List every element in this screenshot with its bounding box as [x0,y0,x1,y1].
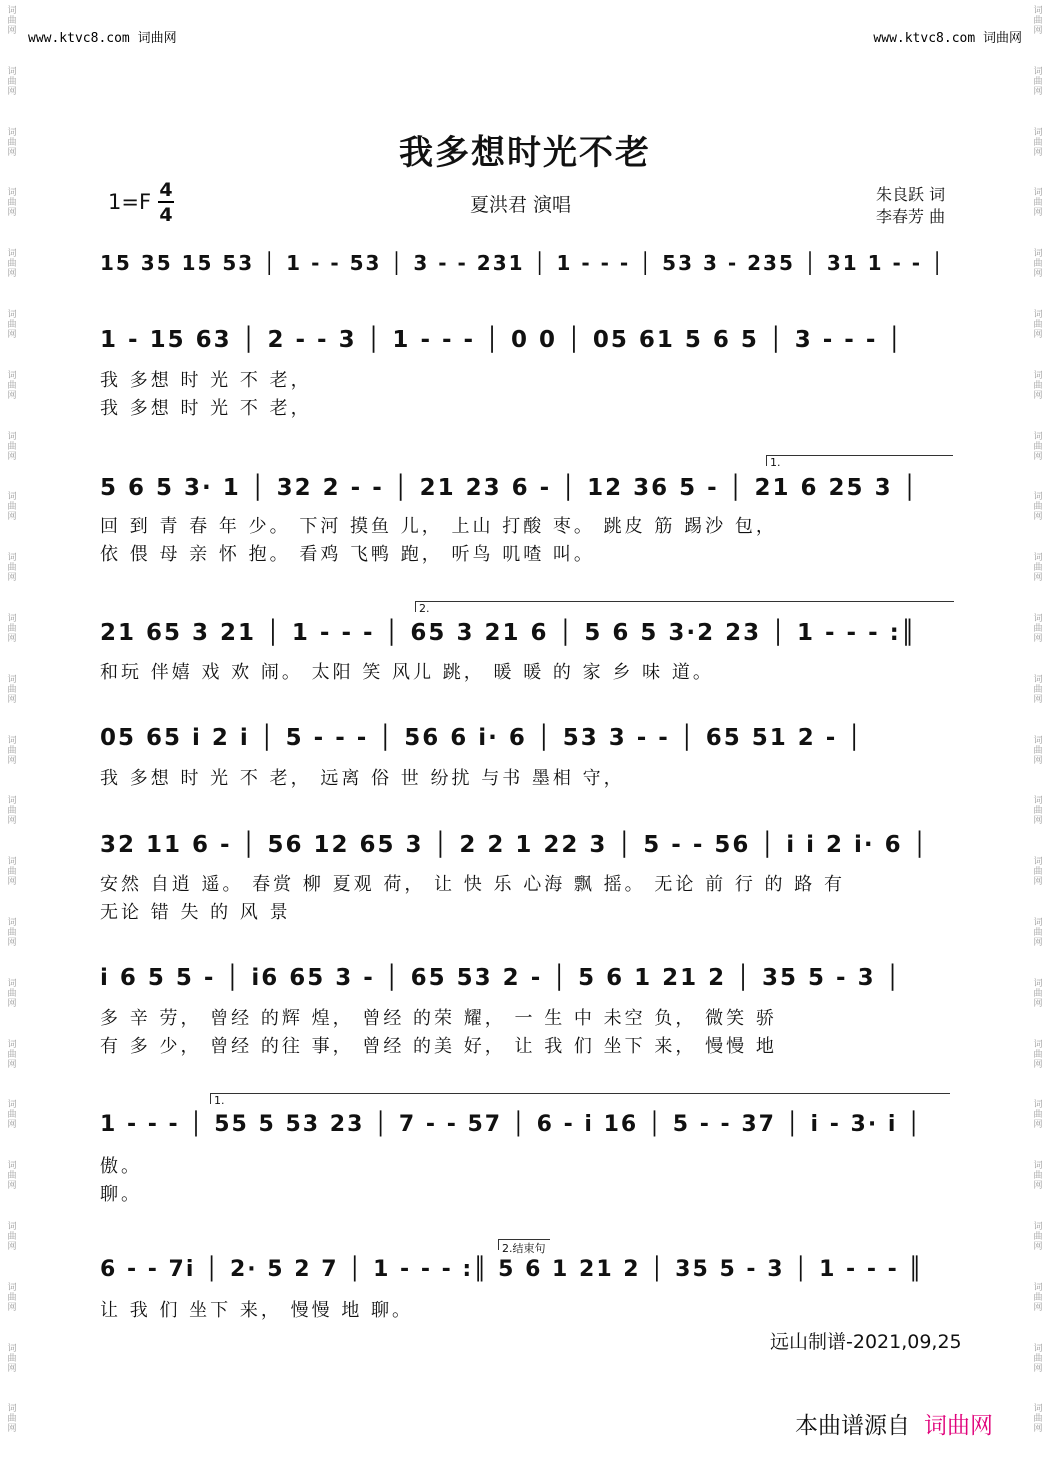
watermark-group [1033,432,1042,493]
watermark-char: 曲 [7,380,17,391]
watermark-group [7,249,16,310]
watermark-group [7,492,16,553]
watermark-char: 网 [7,208,17,219]
watermark-char: 曲 [7,76,17,87]
watermark-char: 曲 [1033,1171,1043,1182]
watermark-char: 网 [7,998,17,1009]
watermark-char: 词 [7,1343,17,1354]
watermark-char: 词 [7,1039,17,1050]
watermark-char: 曲 [7,16,17,26]
watermark-char: 词 [1033,613,1043,624]
volta-bracket: 2.结束句 [498,1239,550,1250]
transcriber-signature: 远山制谱-2021,09,25 [770,1331,962,1353]
score-system [100,1105,950,1145]
watermark-char: 网 [7,329,17,340]
watermark-char: 网 [1033,451,1043,462]
watermark-char: 网 [7,512,17,523]
watermark-char: 曲 [1033,1414,1043,1425]
watermark-char: 网 [7,269,17,280]
watermark-char: 网 [1033,269,1043,280]
watermark-char: 曲 [7,1171,17,1182]
lyric-line: 多 辛 劳， 曾经 的辉 煌， 曾经 的荣 耀， 一 生 中 未空 负， 微笑 骄 [100,1008,777,1029]
watermark-group [7,553,16,614]
watermark-char: 词 [7,978,17,989]
watermark-group [7,736,16,797]
lyric-line: 傲。 [100,1156,142,1177]
watermark-char: 曲 [7,1049,17,1060]
watermark-group [1033,1344,1042,1405]
notation-line: 15 35 15 53 │ 1 - - 53 │ 3 - - 231 │ 1 - - - │ 53 3 - 235 │ 31 1 - - │ [100,251,946,275]
lyric-line: 回 到 青 春 年 少。 下河 摸鱼 儿， 上山 打酸 枣。 跳皮 筋 踢沙 包， [100,516,777,537]
watermark-char: 词 [7,431,17,442]
watermark-char: 曲 [1033,380,1043,391]
watermark-char: 词 [1033,1161,1043,1172]
watermark-char: 曲 [1033,319,1043,330]
watermark-char: 曲 [7,502,17,513]
watermark-group [1033,736,1042,797]
watermark-char: 曲 [1033,806,1043,817]
watermark-char: 曲 [7,441,17,452]
watermark-char: 曲 [1033,1049,1043,1060]
watermark-char: 词 [7,674,17,685]
watermark-group [7,371,16,432]
watermark-char: 曲 [7,988,17,999]
watermark-char: 词 [1033,674,1043,685]
score-system [100,1250,950,1290]
composer-credit: 李春芳 曲 [876,207,946,226]
watermark-char: 词 [7,188,17,199]
watermark-char: 曲 [1033,16,1043,26]
score-system [100,243,950,283]
watermark-char: 曲 [1033,684,1043,695]
watermark-group [7,1161,16,1222]
watermark-group [7,188,16,249]
notation-line: 1 - - - │ 55 5 53 23 │ 7 - - 57 │ 6 - i 16 │ 5 - - 37 │ i - 3· i │ [100,1112,923,1137]
watermark-char: 网 [7,755,17,766]
watermark-char: 词 [1033,492,1043,503]
lyric-line: 和玩 伴嬉 戏 欢 闹。 太阳 笑 风儿 跳， 暖 暖 的 家 乡 味 道。 [100,662,714,683]
watermark-char: 网 [7,573,17,584]
notation-line: 05 65 i 2 i │ 5 - - - │ 56 6 i· 6 │ 53 3 - - │ 65 51 2 - │ [100,725,864,751]
watermark-char: 词 [7,1221,17,1232]
watermark-char: 词 [1033,735,1043,746]
watermark-group [1033,918,1042,979]
watermark-char: 词 [1033,66,1043,77]
watermark-char: 网 [1033,1059,1043,1070]
watermark-char: 曲 [7,319,17,330]
watermark-char: 网 [1033,998,1043,1009]
watermark-char: 词 [7,1161,17,1172]
watermark-char: 曲 [7,1231,17,1242]
watermark-char: 词 [7,309,17,320]
watermark-group [1033,553,1042,614]
watermark-char: 网 [7,86,17,97]
header-watermark-right: www.ktvc8.com 词曲网 [873,31,1022,46]
watermark-char: 词 [1033,1221,1043,1232]
watermark-char: 词 [7,1100,17,1111]
watermark-char: 网 [7,1181,17,1192]
watermark-char: 曲 [7,867,17,878]
watermark-group [1033,857,1042,918]
score-system [100,718,950,758]
watermark-char: 网 [7,633,17,644]
watermark-group [1033,1283,1042,1344]
score-system [100,613,950,653]
notation-line: i 6 5 5 - │ i6 65 3 - │ 65 53 2 - │ 5 6 1 21 2 │ 35 5 - 3 │ [100,965,902,991]
watermark-char: 词 [1033,1404,1043,1415]
watermark-char: 曲 [1033,745,1043,756]
watermark-char: 曲 [1033,259,1043,270]
lyric-line: 无论 错 失 的 风 景 [100,902,291,923]
lyric-line: 有 多 少， 曾经 的往 事， 曾经 的美 好， 让 我 们 坐下 来， 慢慢 地 [100,1036,777,1057]
watermark-char: 网 [1033,937,1043,948]
notation-line: 5 6 5 3· 1 │ 32 2 - - │ 21 23 6 - │ 12 36 5 - │ 21 6 25 3 │ [100,475,919,501]
watermark-char: 曲 [7,259,17,270]
watermark-group [1033,614,1042,675]
watermark-group [1033,979,1042,1040]
watermark-char: 词 [1033,127,1043,138]
watermark-char: 词 [1033,796,1043,807]
watermark-char: 网 [7,1302,17,1313]
score-system [100,958,950,998]
watermark-char: 词 [7,857,17,868]
source-note [795,1407,993,1440]
watermark-char: 词 [1033,553,1043,564]
watermark-char: 网 [1033,86,1043,97]
watermark-char: 曲 [7,137,17,148]
watermark-char: 网 [7,877,17,888]
watermark-char: 曲 [1033,1231,1043,1242]
watermark-char: 网 [1033,1241,1043,1252]
source-label: 本曲谱源自 [795,1413,910,1439]
watermark-char: 曲 [7,1110,17,1121]
watermark-group [7,918,16,979]
score-system [100,825,950,865]
lyric-line: 我 多想 时 光 不 老， 远离 俗 世 纷扰 与书 墨相 守， [100,768,625,789]
watermark-char: 曲 [1033,563,1043,574]
watermark-char: 曲 [1033,988,1043,999]
watermark-group [1033,1040,1042,1101]
header-watermark-left: www.ktvc8.com 词曲网 [28,31,177,46]
watermark-group [7,432,16,493]
watermark-char: 词 [7,735,17,746]
watermark-char: 网 [7,1424,17,1435]
volta-bracket: 1. [210,1093,950,1104]
watermark-char: 网 [1033,208,1043,219]
watermark-char: 网 [1033,1424,1043,1435]
watermark-group [1033,796,1042,857]
watermark-group [1033,188,1042,249]
watermark-char: 词 [1033,370,1043,381]
watermark-char: 曲 [1033,198,1043,209]
watermark-char: 网 [1033,877,1043,888]
notation-line: 1 - 15 63 │ 2 - - 3 │ 1 - - - │ 0 0 │ 05 61 5 6 5 │ 3 - - - │ [100,327,904,353]
watermark-group [1033,1404,1042,1465]
watermark-char: 曲 [1033,1353,1043,1364]
watermark-char: 网 [1033,147,1043,158]
watermark-char: 网 [1033,512,1043,523]
watermark-char: 曲 [1033,502,1043,513]
watermark-char: 网 [1033,1363,1043,1374]
watermark-char: 曲 [7,684,17,695]
song-title: 我多想时光不老 [399,133,651,173]
watermark-char: 词 [1033,6,1043,16]
watermark-char: 词 [7,6,17,16]
watermark-char: 曲 [1033,623,1043,634]
watermark-char: 网 [1033,1120,1043,1131]
watermark-char: 网 [7,390,17,401]
watermark-group [1033,1161,1042,1222]
watermark-group [7,979,16,1040]
watermark-group [7,1040,16,1101]
watermark-char: 网 [7,451,17,462]
watermark-char: 词 [1033,1039,1043,1050]
watermark-char: 网 [1033,390,1043,401]
watermark-char: 网 [7,694,17,705]
lyric-line: 我 多想 时 光 不 老， [100,370,312,391]
watermark-char: 词 [1033,188,1043,199]
watermark-char: 网 [1033,26,1043,36]
watermark-char: 网 [7,937,17,948]
watermark-char: 词 [7,66,17,77]
volta-bracket: 2. [415,601,954,612]
watermark-group [1033,492,1042,553]
watermark-char: 网 [7,816,17,827]
watermark-char: 词 [1033,431,1043,442]
score-system [100,320,950,360]
watermark-char: 网 [1033,633,1043,644]
watermark-char: 词 [7,917,17,928]
watermark-char: 词 [1033,978,1043,989]
watermark-char: 曲 [7,1353,17,1364]
watermark-char: 词 [7,1282,17,1293]
watermark-char: 曲 [7,745,17,756]
watermark-group [7,1100,16,1161]
time-signature-bottom: 4 [159,204,173,226]
watermark-char: 网 [1033,694,1043,705]
watermark-char: 词 [1033,1343,1043,1354]
watermark-char: 曲 [1033,441,1043,452]
watermark-char: 词 [7,796,17,807]
singer-credit: 夏洪君 演唱 [470,194,572,216]
watermark-group [1033,675,1042,736]
lyric-line: 让 我 们 坐下 来， 慢慢 地 聊。 [100,1300,414,1321]
watermark-char: 网 [7,1363,17,1374]
watermark-group [1033,249,1042,310]
watermark-char: 词 [1033,1100,1043,1111]
watermark-char: 网 [1033,816,1043,827]
key-signature: 1=F [108,190,152,214]
watermark-char: 词 [7,127,17,138]
watermark-char: 词 [7,492,17,503]
watermark-group [1033,1222,1042,1283]
watermark-char: 网 [7,26,17,36]
watermark-char: 曲 [7,563,17,574]
watermark-char: 网 [1033,1181,1043,1192]
side-watermark-right [1028,0,1048,1465]
watermark-char: 词 [1033,249,1043,260]
watermark-char: 曲 [7,1292,17,1303]
watermark-group [1033,1100,1042,1161]
watermark-group [7,1344,16,1405]
lyricist-credit: 朱良跃 词 [876,185,946,204]
lyric-line: 依 偎 母 亲 怀 抱。 看鸡 飞鸭 跑， 听鸟 叽喳 叫。 [100,544,595,565]
watermark-char: 曲 [1033,137,1043,148]
watermark-char: 词 [1033,1282,1043,1293]
watermark-group [7,1222,16,1283]
watermark-char: 网 [7,1241,17,1252]
watermark-char: 词 [7,553,17,564]
time-signature [158,180,174,225]
watermark-group [7,310,16,371]
watermark-char: 网 [7,1059,17,1070]
watermark-char: 曲 [7,927,17,938]
watermark-group [7,1283,16,1344]
watermark-char: 曲 [7,623,17,634]
watermark-char: 曲 [1033,867,1043,878]
watermark-char: 网 [1033,755,1043,766]
watermark-char: 词 [1033,857,1043,868]
watermark-group [1033,67,1042,128]
notation-line: 21 65 3 21 │ 1 - - - │ 65 3 21 6 │ 5 6 5 3·2 23 │ 1 - - - :║ [100,620,917,646]
watermark-char: 曲 [7,806,17,817]
watermark-group [7,675,16,736]
watermark-group [7,6,16,67]
time-signature-top: 4 [159,179,173,201]
watermark-char: 网 [7,147,17,158]
watermark-group [7,796,16,857]
watermark-char: 网 [1033,329,1043,340]
score-system [100,468,950,508]
lyric-line: 我 多想 时 光 不 老， [100,398,312,419]
watermark-char: 词 [1033,917,1043,928]
lyric-line: 聊。 [100,1184,142,1205]
notation-line: 6 - - 7i │ 2· 5 2 7 │ 1 - - - :║ 5 6 1 21 2 │ 35 5 - 3 │ 1 - - - ║ [100,1257,924,1282]
watermark-group [7,857,16,918]
lyric-line: 安然 自逍 遥。 春赏 柳 夏观 荷， 让 快 乐 心海 飘 摇。 无论 前 行 的 路 有 [100,874,845,895]
watermark-char: 词 [7,613,17,624]
side-watermark-left [2,0,22,1465]
watermark-char: 词 [7,370,17,381]
watermark-char: 曲 [1033,1110,1043,1121]
watermark-char: 曲 [1033,927,1043,938]
notation-line: 32 11 6 - │ 56 12 65 3 │ 2 2 1 22 3 │ 5 - - 56 │ i i 2 i· 6 │ [100,832,929,858]
watermark-char: 词 [7,249,17,260]
watermark-group [1033,6,1042,67]
watermark-char: 网 [1033,1302,1043,1313]
watermark-group [1033,310,1042,371]
watermark-char: 曲 [7,198,17,209]
watermark-char: 网 [7,1120,17,1131]
source-brand: 词曲网 [924,1413,993,1439]
watermark-char: 曲 [1033,1292,1043,1303]
watermark-char: 网 [1033,573,1043,584]
watermark-char: 曲 [7,1414,17,1425]
watermark-char: 词 [1033,309,1043,320]
watermark-group [7,614,16,675]
watermark-char: 词 [7,1404,17,1415]
watermark-group [7,1404,16,1465]
watermark-char: 曲 [1033,76,1043,87]
watermark-group [1033,371,1042,432]
watermark-group [7,67,16,128]
volta-bracket: 1. [766,455,953,466]
